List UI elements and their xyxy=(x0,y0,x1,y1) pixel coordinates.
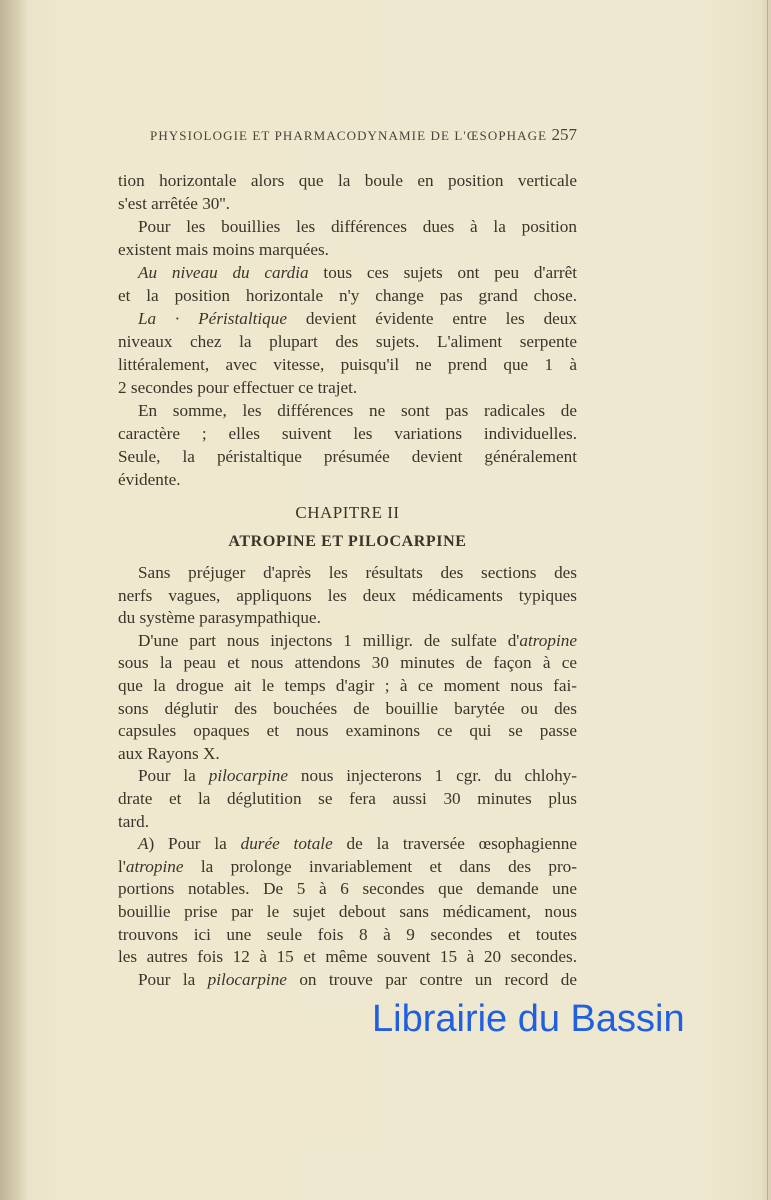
italic-text: A xyxy=(138,834,149,854)
italic-text: durée totale xyxy=(240,834,333,854)
text-line xyxy=(138,833,577,855)
text-line xyxy=(118,901,577,923)
text-segment: bouillie prise par le sujet debout sans médicament, nous xyxy=(118,902,577,921)
text-segment: capsules opaques et nous examinons ce qui se passe xyxy=(118,721,577,741)
text-segment: l' xyxy=(118,856,126,876)
text-line xyxy=(118,811,577,833)
italic-text: atropine xyxy=(125,856,184,876)
text-line xyxy=(118,924,577,946)
text-segment: on trouve par contre un record de xyxy=(286,969,577,989)
text-line xyxy=(138,630,577,652)
text-segment: aux Rayons X. xyxy=(118,743,220,763)
text-segment: littéralement, avec vitesse, puisqu'il ne prend que 1 à xyxy=(118,355,577,374)
text-line xyxy=(138,216,577,238)
text-segment: tous ces sujets ont peu d'arrêt xyxy=(308,263,577,282)
text-segment: nous injecterons 1 cgr. du chlohy- xyxy=(287,766,578,786)
text-line xyxy=(118,170,577,192)
text-segment: du système parasympathique. xyxy=(118,608,321,628)
text-segment: D'une part nous injectons 1 milligr. de sulfate d' xyxy=(138,630,520,650)
text-line xyxy=(118,946,577,968)
text-segment: et la position horizontale n'y change pas grand chose. xyxy=(118,286,577,305)
text-line xyxy=(138,308,577,330)
text-segment: les autres fois 12 à 15 et même souvent 15 à 20 secondes. xyxy=(118,947,577,967)
text-segment: 2 secondes pour effectuer ce trajet. xyxy=(118,378,358,397)
text-segment: la prolonge invariablement et dans des pro- xyxy=(183,856,577,876)
text-segment: sons déglutir des bouchées de bouillie barytée ou des xyxy=(118,698,577,718)
text-segment: Pour la xyxy=(138,766,209,786)
text-line xyxy=(138,969,577,991)
text-segment: Seule, la péristaltique présumée devient généralement xyxy=(118,447,577,466)
text-line xyxy=(118,285,577,307)
text-line xyxy=(118,446,577,468)
italic-text: pilocarpine xyxy=(207,969,287,989)
text-segment: devient évidente entre les deux xyxy=(286,309,577,328)
text-line xyxy=(118,788,577,810)
text-line xyxy=(118,354,577,376)
text-line xyxy=(138,765,577,787)
chapter-title: ATROPINE ET PILOCARPINE xyxy=(228,533,467,550)
text-segment: portions notables. De 5 à 6 secondes que demande une xyxy=(118,879,577,899)
text-segment: En somme, les différences ne sont pas radicales de xyxy=(138,401,577,420)
text-line xyxy=(138,262,577,284)
text-segment: existent mais moins marquées. xyxy=(118,240,329,259)
running-title: PHYSIOLOGIE ET PHARMACODYNAMIE DE L'ŒSOPHAGE xyxy=(150,128,548,143)
text-line xyxy=(118,585,577,607)
text-line xyxy=(118,377,577,399)
book-gutter xyxy=(0,0,26,1200)
watermark: Librairie du Bassin xyxy=(372,998,685,1040)
text-segment: Pour la xyxy=(138,969,208,989)
text-line xyxy=(118,193,577,215)
text-segment: que la drogue ait le temps d'agir ; à ce moment nous fai- xyxy=(118,676,577,695)
text-line xyxy=(118,675,577,697)
text-line xyxy=(118,239,577,261)
page-number: 257 xyxy=(551,125,577,144)
text-segment: évidente. xyxy=(118,470,181,489)
text-segment: Pour les bouillies les différences dues à la position xyxy=(138,217,577,236)
chapter-number: CHAPITRE II xyxy=(295,503,400,522)
text-segment: drate et la déglutition se fera aussi 30 minutes plus xyxy=(118,789,577,808)
text-segment: s'est arrêtée 30''. xyxy=(118,194,230,213)
text-segment: Sans préjuger d'après les résultats des sections des xyxy=(138,563,577,582)
text-line xyxy=(118,469,577,491)
text-line xyxy=(138,562,577,584)
text-line xyxy=(118,743,577,765)
italic-text: atropine xyxy=(519,630,577,650)
text-line xyxy=(118,698,577,720)
text-segment: de la traversée œsophagienne xyxy=(332,834,577,854)
text-line xyxy=(118,720,577,742)
running-header xyxy=(150,125,577,144)
italic-text: pilocarpine xyxy=(208,766,288,786)
text-line xyxy=(138,400,577,422)
text-line xyxy=(118,878,577,900)
text-line xyxy=(118,331,577,353)
italic-text: Au niveau du cardia xyxy=(138,263,309,282)
text-segment: nerfs vagues, appliquons les deux médicaments typiques xyxy=(118,585,577,605)
page-edge xyxy=(767,0,768,1200)
text-segment: niveaux chez la plupart des sujets. L'aliment serpente xyxy=(118,332,577,351)
text-segment: sous la peau et nous attendons 30 minutes de façon à ce xyxy=(118,653,577,673)
text-segment: caractère ; elles suivent les variations individuelles. xyxy=(118,424,577,443)
text-segment: tard. xyxy=(118,811,150,831)
italic-text: La · Péristaltique xyxy=(138,309,287,328)
text-line xyxy=(118,423,577,445)
text-line xyxy=(118,856,577,878)
text-segment: trouvons ici une seule fois 8 à 9 secondes et toutes xyxy=(118,924,577,944)
text-line xyxy=(118,652,577,674)
text-segment: ) Pour la xyxy=(148,834,241,854)
text-segment: tion horizontale alors que la boule en position verticale xyxy=(118,171,577,190)
text-line xyxy=(118,607,577,629)
